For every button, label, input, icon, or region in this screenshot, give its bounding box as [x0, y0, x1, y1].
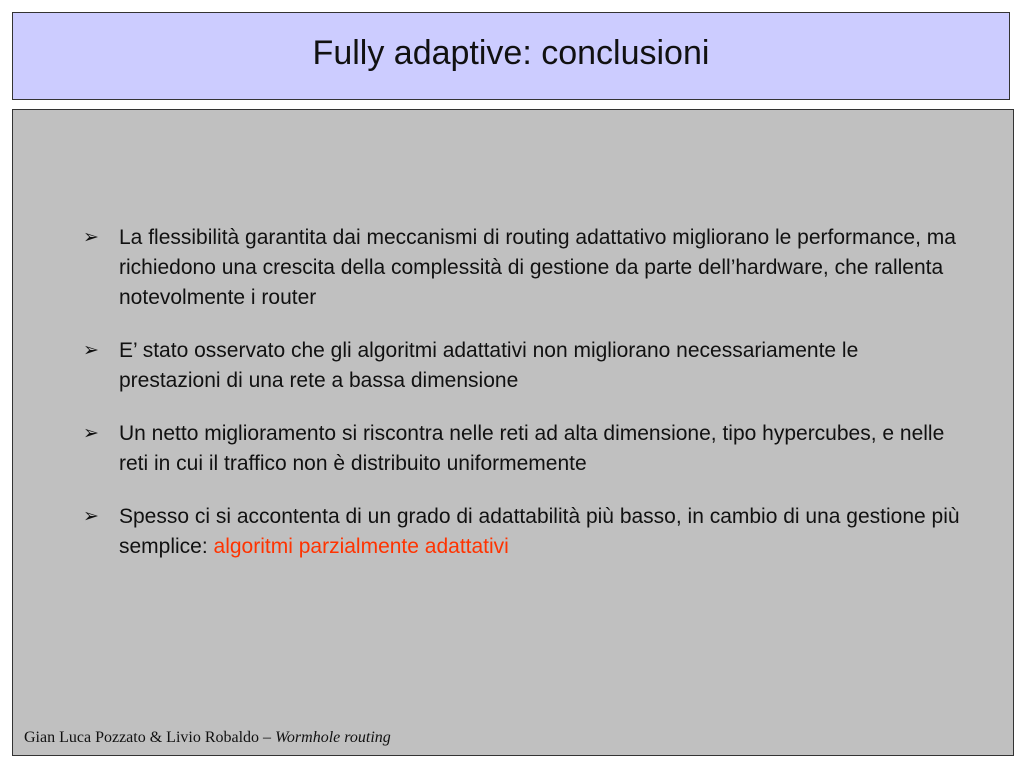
title-banner	[12, 12, 1010, 100]
footer-topic: Wormhole routing	[275, 729, 391, 746]
slide-footer	[24, 729, 391, 747]
arrow-bullet-icon: ➢	[83, 340, 99, 361]
bullet-item	[83, 223, 963, 313]
arrow-bullet-icon: ➢	[83, 423, 99, 444]
content-panel	[12, 109, 1014, 756]
bullet-item	[83, 336, 963, 396]
highlighted-term: algoritmi parzialmente adattativi	[213, 535, 509, 558]
arrow-bullet-icon: ➢	[83, 506, 99, 527]
bullet-item	[83, 419, 963, 479]
bullet-item	[83, 502, 963, 562]
footer-authors: Gian Luca Pozzato & Livio Robaldo –	[24, 729, 276, 746]
slide-title: Fully adaptive: conclusioni	[312, 33, 710, 72]
bullet-text: Un netto miglioramento si riscontra nelle reti ad alta dimensione, tipo hypercubes, e nelle reti in cui il traffico non è distribuito uniformemente	[119, 422, 945, 475]
bullet-text: Spesso ci si accontenta di un grado di adattabilità più basso, in cambio di una gestione più semplice:	[119, 505, 960, 558]
bullet-text: E’ stato osservato che gli algoritmi adattativi non migliorano necessariamente le prestazioni di una rete a bassa dimensione	[119, 339, 859, 392]
bullet-text: La flessibilità garantita dai meccanismi di routing adattativo migliorano le performance, ma richiedono una crescita della complessità di gestione da parte dell’hardware, che rallenta notevolmente i router	[119, 226, 956, 309]
bullet-list	[83, 223, 963, 585]
arrow-bullet-icon: ➢	[83, 227, 99, 248]
